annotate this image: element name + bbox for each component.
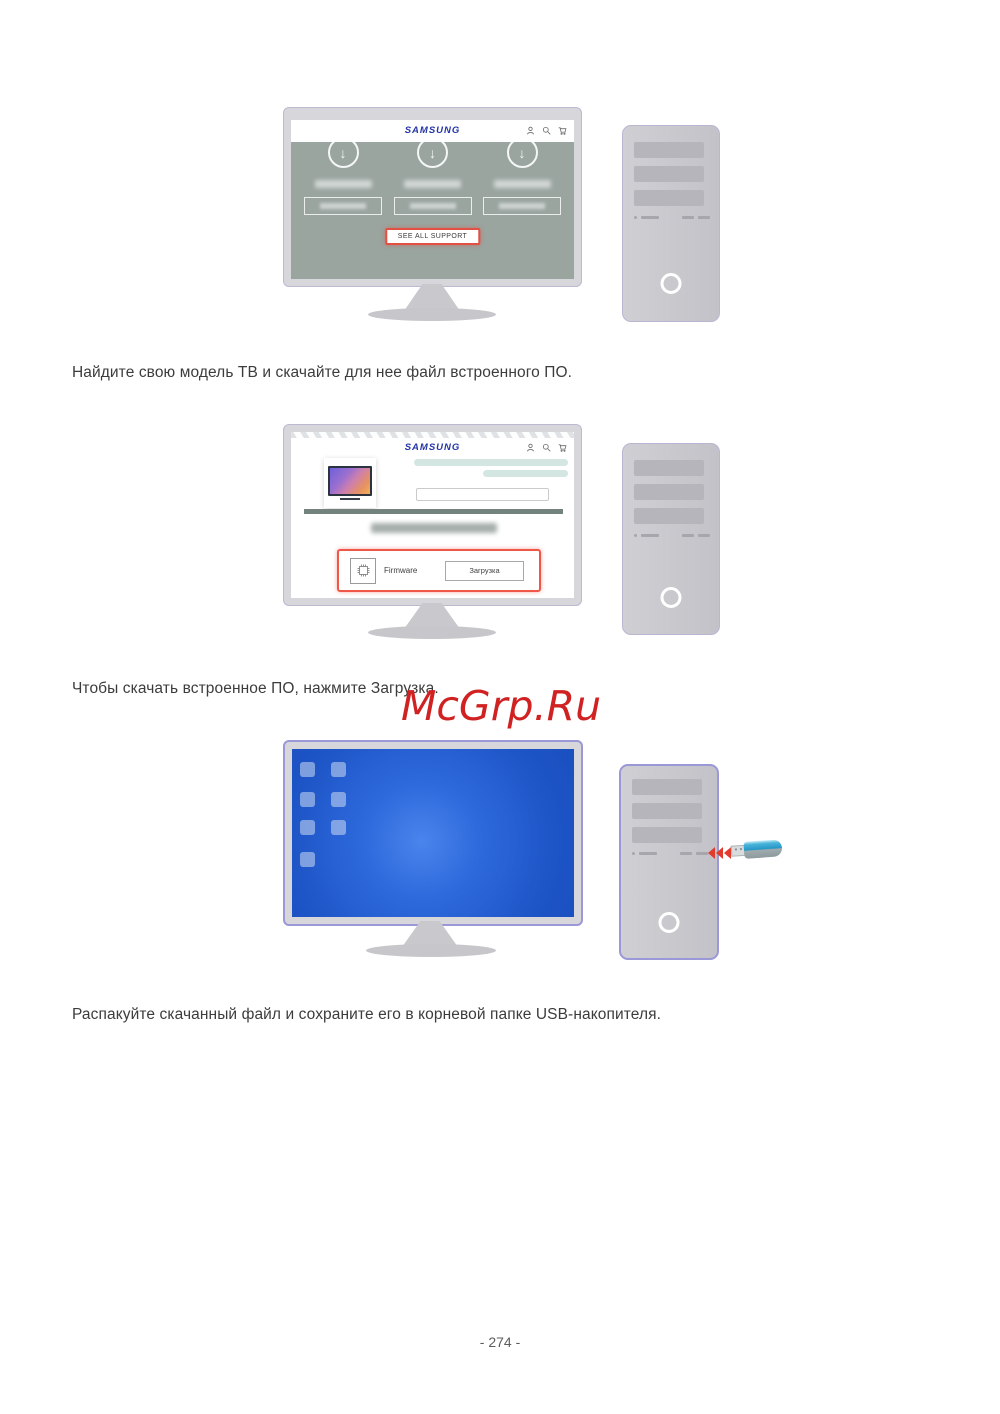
- usb-drive-icon: [730, 839, 782, 860]
- monitor-stand-base: [368, 626, 496, 639]
- desktop-icon: [300, 852, 315, 867]
- step-caption-2: Чтобы скачать встроенное ПО, нажмите Загрузка.: [72, 679, 439, 697]
- blurred-button-placeholder: [304, 197, 382, 215]
- download-arrow-glyph: ↓: [429, 144, 436, 161]
- support-site-screen: [291, 120, 574, 279]
- download-arrow-glyph: ↓: [339, 144, 347, 161]
- user-icon: [526, 126, 535, 135]
- insert-direction-arrows-icon: [708, 847, 731, 859]
- page-number: - 274 -: [479, 1334, 521, 1350]
- monitor-illustration-3: [283, 740, 583, 926]
- blurred-title-bar: [483, 470, 568, 477]
- drive-bay-slot: [634, 190, 704, 206]
- desktop-icon: [300, 820, 315, 835]
- download-button: Загрузка: [445, 561, 524, 581]
- site-watermark: McGrp.Ru: [401, 682, 602, 730]
- header-icons: [526, 443, 567, 452]
- blurred-text-placeholder: [315, 180, 372, 188]
- tv-stand: [340, 498, 360, 500]
- monitor-stand-neck: [404, 284, 460, 311]
- power-button-icon: [661, 587, 682, 608]
- download-column: [390, 137, 476, 215]
- power-button-icon: [661, 273, 682, 294]
- site-header: [291, 437, 574, 459]
- search-icon: [542, 443, 551, 452]
- download-icon: [328, 137, 359, 168]
- desktop-icon: [300, 762, 315, 777]
- drive-bay-slot: [632, 803, 702, 819]
- pc-tower-illustration-1: [622, 125, 720, 322]
- blurred-button-placeholder: [394, 197, 472, 215]
- drive-bay-slot: [632, 779, 702, 795]
- drive-bay-slot: [632, 827, 702, 843]
- monitor-illustration-1: [283, 107, 582, 287]
- header-icons: [526, 126, 567, 135]
- download-arrow-glyph: ↓: [518, 144, 526, 161]
- tv-product-image: [324, 458, 376, 508]
- blurred-text-placeholder: [404, 180, 461, 188]
- pc-tower-illustration-2: [622, 443, 720, 635]
- cart-icon: [558, 126, 567, 135]
- blurred-button-placeholder: [483, 197, 561, 215]
- samsung-logo: SAMSUNG: [404, 442, 461, 453]
- usb-drive-body: [743, 839, 782, 859]
- blurred-text-placeholder: [494, 180, 551, 188]
- step-caption-1: Найдите свою модель ТВ и скачайте для нее файл встроенного ПО.: [72, 363, 573, 381]
- step-caption-3: Распакуйте скачанный файл и сохраните его в корневой папке USB-накопителя.: [72, 1005, 661, 1023]
- desktop-icon: [331, 762, 346, 777]
- drive-bay-slot: [634, 166, 704, 182]
- samsung-logo: SAMSUNG: [404, 125, 461, 136]
- drive-bay-slot: [634, 484, 704, 500]
- blurred-title-bar: [414, 459, 568, 466]
- download-column: [300, 137, 386, 215]
- model-search-field: [416, 488, 549, 501]
- tv-picture: [328, 466, 372, 496]
- desktop-icon: [300, 792, 315, 807]
- firmware-row-highlight: [337, 549, 541, 592]
- drive-bay-slot: [634, 460, 704, 476]
- download-columns: [300, 137, 565, 215]
- cart-icon: [558, 443, 567, 452]
- monitor-stand-base: [368, 308, 496, 321]
- desktop-icon: [331, 792, 346, 807]
- desktop-screen: [292, 749, 574, 917]
- chip-icon: [350, 558, 376, 584]
- user-icon: [526, 443, 535, 452]
- power-button-icon: [659, 912, 680, 933]
- see-all-support-button: SEE ALL SUPPORT: [385, 228, 480, 245]
- blurred-model-name: [371, 523, 497, 533]
- front-ports: [634, 534, 710, 537]
- front-ports: [634, 216, 710, 219]
- firmware-label: Firmware: [384, 566, 418, 575]
- pc-tower-illustration-3: [619, 764, 719, 960]
- download-icon: [507, 137, 538, 168]
- section-divider: [304, 509, 563, 514]
- monitor-illustration-2: [283, 424, 582, 606]
- download-icon: [417, 137, 448, 168]
- search-icon: [542, 126, 551, 135]
- download-page-screen: [291, 432, 574, 598]
- desktop-icon: [331, 820, 346, 835]
- monitor-stand-base: [366, 944, 496, 957]
- front-ports: [632, 852, 708, 855]
- download-column: [479, 137, 565, 215]
- drive-bay-slot: [634, 142, 704, 158]
- drive-bay-slot: [634, 508, 704, 524]
